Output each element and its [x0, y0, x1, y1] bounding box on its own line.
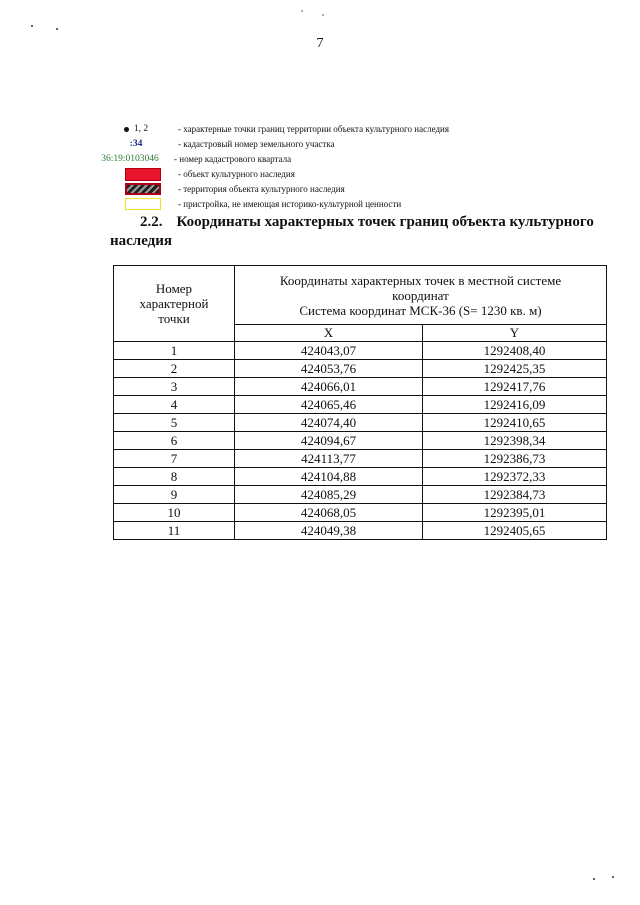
black-dot-icon: [124, 127, 129, 132]
x-coordinate-cell: 424049,38: [235, 522, 423, 540]
y-coordinate-cell: 1292398,34: [423, 432, 607, 450]
legend-symbol-cadastral: :34: [129, 139, 143, 149]
table-row: [114, 342, 607, 360]
scan-speck: [612, 876, 614, 878]
section-heading: [110, 213, 610, 251]
y-coordinate-cell: 1292384,73: [423, 486, 607, 504]
table-row: [114, 414, 607, 432]
point-number-cell: 6: [114, 432, 235, 450]
legend-symbol-quarter: 36:19:0103046: [101, 154, 159, 164]
map-legend: [100, 122, 540, 212]
x-coordinate-cell: 424053,76: [235, 360, 423, 378]
header-y: Y: [423, 325, 607, 342]
coordinates-table: [113, 265, 607, 540]
scan-speck: [56, 28, 58, 30]
table-row: [114, 522, 607, 540]
y-coordinate-cell: 1292408,40: [423, 342, 607, 360]
table-row: [114, 486, 607, 504]
x-coordinate-cell: 424074,40: [235, 414, 423, 432]
x-coordinate-cell: 424085,29: [235, 486, 423, 504]
point-number-cell: 8: [114, 468, 235, 486]
table-row: [114, 450, 607, 468]
legend-text-heritage-territory: - территория объекта культурного наследия: [178, 184, 345, 194]
point-number-cell: 9: [114, 486, 235, 504]
x-coordinate-cell: 424043,07: [235, 342, 423, 360]
y-coordinate-cell: 1292372,33: [423, 468, 607, 486]
table-row: [114, 396, 607, 414]
x-coordinate-cell: 424113,77: [235, 450, 423, 468]
point-number-cell: 10: [114, 504, 235, 522]
y-coordinate-cell: 1292410,65: [423, 414, 607, 432]
legend-text-cadastral: - кадастровый номер земельного участка: [178, 139, 335, 149]
x-coordinate-cell: 424094,67: [235, 432, 423, 450]
header-x: X: [235, 325, 423, 342]
section-title: Координаты характерных точек границ объекта культурного наследия: [110, 214, 594, 249]
legend-row-quarter: [100, 152, 540, 166]
table-row: [114, 432, 607, 450]
y-coordinate-cell: 1292395,01: [423, 504, 607, 522]
scan-speck: [593, 878, 595, 880]
y-coordinate-cell: 1292386,73: [423, 450, 607, 468]
legend-row-points: [100, 122, 540, 136]
scan-speck: [31, 25, 33, 27]
legend-row-cadastral: [100, 137, 540, 151]
point-number-cell: 1: [114, 342, 235, 360]
legend-text-heritage-object: - объект культурного наследия: [178, 169, 295, 179]
red-swatch-icon: [125, 168, 161, 181]
legend-text-quarter: - номер кадастрового квартала: [174, 154, 292, 164]
y-coordinate-cell: 1292416,09: [423, 396, 607, 414]
x-coordinate-cell: 424104,88: [235, 468, 423, 486]
legend-row-heritage-territory: [100, 182, 540, 196]
x-coordinate-cell: 424066,01: [235, 378, 423, 396]
y-coordinate-cell: 1292417,76: [423, 378, 607, 396]
x-coordinate-cell: 424065,46: [235, 396, 423, 414]
legend-text-extension: - пристройка, не имеющая историко-культурной ценности: [178, 199, 402, 209]
point-number-cell: 11: [114, 522, 235, 540]
header-coordinates: Координаты характерных точек в местной системе координат Система координат МСК-36 (S= 1230 кв. м): [235, 266, 607, 325]
scan-speck: [322, 14, 324, 16]
point-number-cell: 2: [114, 360, 235, 378]
point-number-cell: 5: [114, 414, 235, 432]
point-number-cell: 4: [114, 396, 235, 414]
table-row: [114, 360, 607, 378]
table-row: [114, 468, 607, 486]
x-coordinate-cell: 424068,05: [235, 504, 423, 522]
legend-symbol-points: 1, 2: [133, 124, 149, 134]
hatched-swatch-icon: [125, 183, 161, 195]
header-point-number: Номер характерной точки: [114, 266, 235, 342]
point-number-cell: 3: [114, 378, 235, 396]
coordinates-table-body: [114, 342, 607, 540]
page-number: 7: [316, 36, 324, 51]
legend-row-extension: [100, 197, 540, 211]
point-number-cell: 7: [114, 450, 235, 468]
y-coordinate-cell: 1292425,35: [423, 360, 607, 378]
section-number: 2.2.: [140, 214, 163, 230]
table-row: [114, 378, 607, 396]
legend-text-points: - характерные точки границ территории объекта культурного наследия: [178, 124, 449, 134]
legend-row-heritage-object: [100, 167, 540, 181]
y-coordinate-cell: 1292405,65: [423, 522, 607, 540]
scan-speck: [301, 10, 303, 12]
table-row: [114, 504, 607, 522]
yellow-outline-swatch-icon: [125, 198, 161, 210]
